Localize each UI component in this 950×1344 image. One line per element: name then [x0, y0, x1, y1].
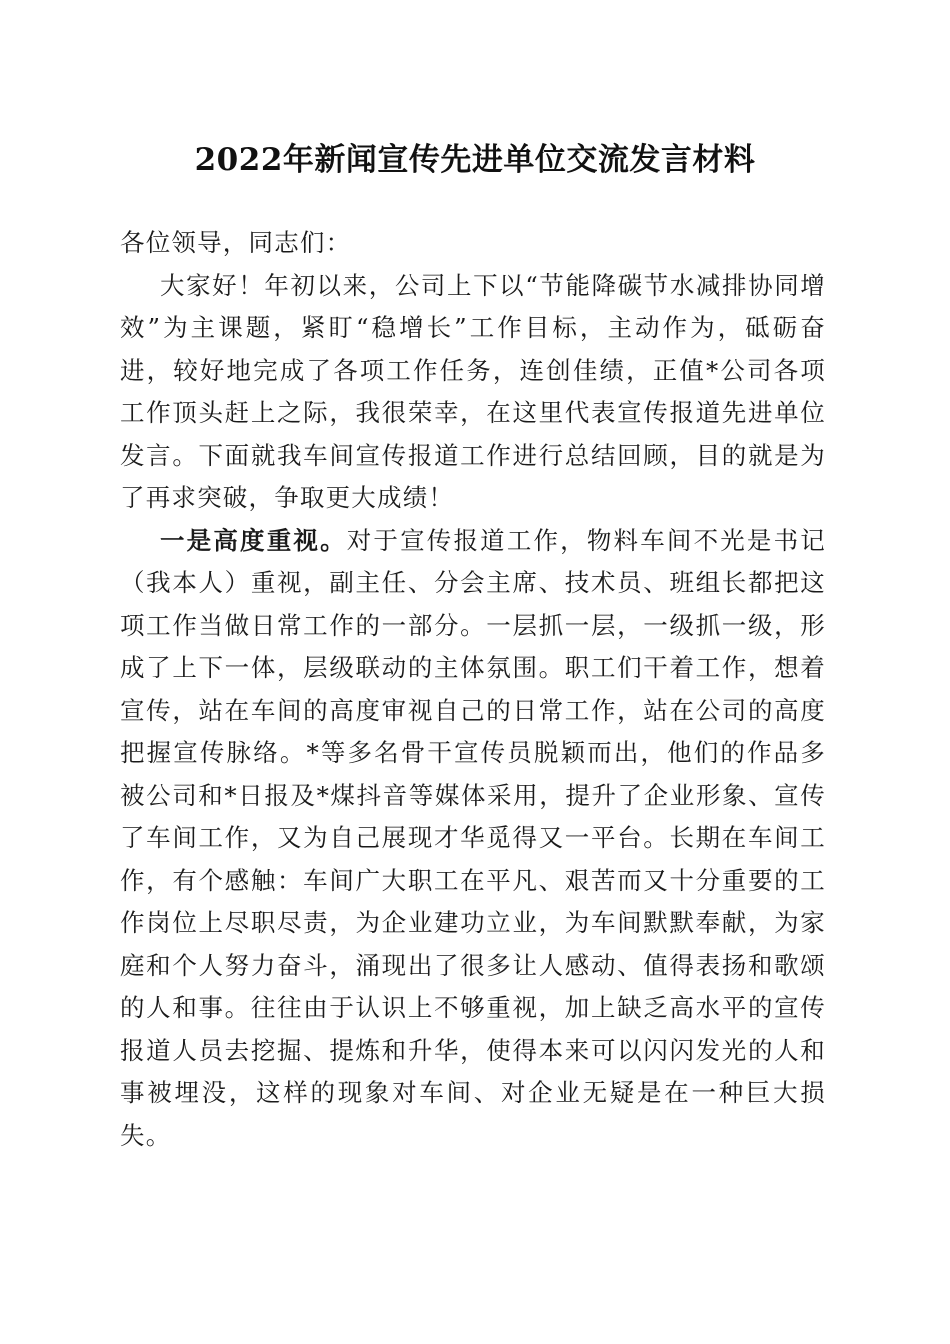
salutation: 各位领导，同志们： — [120, 228, 352, 257]
paragraph-point-one — [120, 520, 826, 1158]
document-title: 2022年新闻宣传先进单位交流发言材料 — [194, 142, 756, 178]
paragraph-text: 对于宣传报道工作，物料车间不光是书记（我本人）重视，副主任、分会主席、技术员、班组长都把这项工作当做日常工作的一部分。一层抓一层，一级抓一级，形成了上下一体，层级联动的主体氛围。职工们干着工作，想着宣传，站在车间的高度审视自己的日常工作，站在公司的高度把握宣传脉络。*等多名骨干宣传员脱颖而出，他们的作品多被公司和*日报及*煤抖音等媒体采用，提升了企业形象、宣传了车间工作，又为自己展现才华觅得又一平台。长期在车间工作，有个感触：车间广大职工在平凡、艰苦而又十分重要的工作岗位上尽职尽责，为企业建功立业，为车间默默奉献，为家庭和个人努力奋斗，涌现出了很多让人感动、值得表扬和歌颂的人和事。往往由于认识上不够重视，加上缺乏高水平的宣传报道人员去挖掘、提炼和升华，使得本来可以闪闪发光的人和事被埋没，这样的现象对车间、对企业无疑是在一种巨大损失。 — [120, 525, 826, 1150]
paragraph-greeting — [120, 265, 826, 520]
paragraph-text: 大家好！年初以来，公司上下以“节能降碳节水减排协同增效”为主课题，紧盯“稳增长”工作目标，主动作为，砥砺奋进，较好地完成了各项工作任务，连创佳绩，正值*公司各项工作顶头赶上之际，我很荣幸，在这里代表宣传报道先进单位发言。下面就我车间宣传报道工作进行总结回顾，目的就是为了再求突破，争取更大成绩！ — [120, 270, 826, 512]
document-body — [120, 222, 826, 1157]
paragraph-lead: 一是高度重视。 — [160, 525, 347, 555]
